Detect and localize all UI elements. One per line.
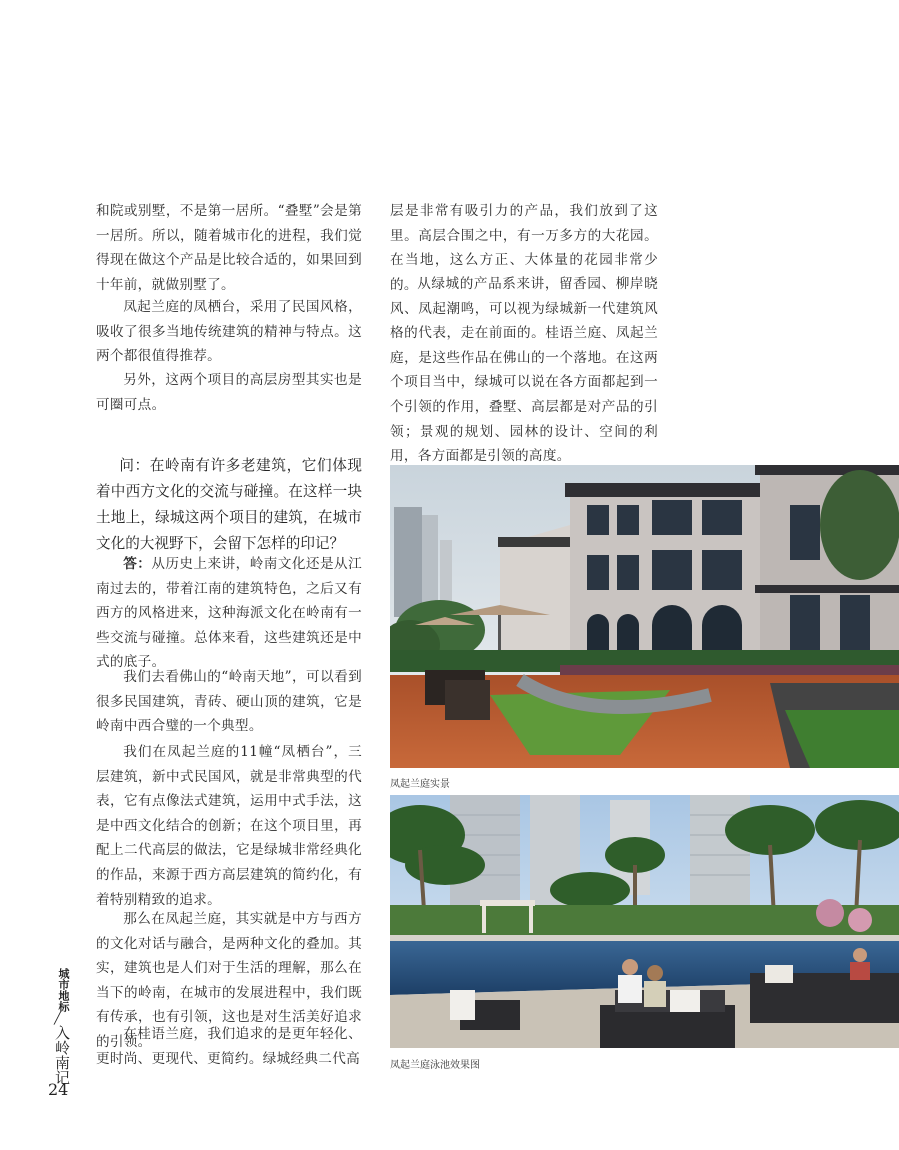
answer-text: 从历史上来讲，岭南文化还是从江南过去的，带着江南的建筑特色，之后又有西方的风格进来，这种海派文化在岭南有一些交流与碰撞。总体来看，这些建筑还是中式的底子。 xyxy=(96,556,363,671)
photo1-caption: 凤起兰庭实景 xyxy=(390,779,450,790)
page-number: 24 xyxy=(48,1080,69,1099)
pool-rendering-photo xyxy=(390,795,899,1048)
section-separator: ╱ xyxy=(54,1012,61,1025)
paragraph-1: 和院或别墅，不是第一居所。“叠墅”会是第一居所。所以，随着城市化的进程，我们觉得现在做这个产品是比较合适的，如果回到十年前，就做别墅了。 xyxy=(96,203,362,293)
paragraph-5: 我们去看佛山的“岭南天地”，可以看到很多民国建筑，青砖、硬山顶的建筑，它是岭南中西合璧的一个典型。 xyxy=(96,669,362,735)
mansion-courtyard-photo xyxy=(390,465,899,768)
paragraph-2: 凤起兰庭的凤栖台，采用了民国风格，吸收了很多当地传统建筑的精神与特点。这两个都很值得推荐。 xyxy=(96,299,362,365)
right-paragraph-2: 从绿城的产品系来讲，留香园、柳岸晓风、凤起潮鸣，可以视为绿城新一代建筑风格的代表，走在前面的。桂语兰庭、凤起兰庭，是这些作品在佛山的一个落地。在这两个项目当中，绿城可以说在各方面都起到一个引领的作用，叠墅、高层都是对产品的引领；景观的规划、园林的设计、空间的利用，各方面都是引领的高度。 xyxy=(390,276,658,465)
mansion-courtyard-image xyxy=(390,465,899,768)
section-label: 城市地标 xyxy=(57,968,70,1012)
pool-rendering-image xyxy=(390,795,899,1048)
column-title: 入岭南记 xyxy=(53,1025,71,1085)
answer-label: 答： xyxy=(123,556,152,572)
question: 问：在岭南有许多老建筑，它们体现着中西方文化的交流与碰撞。在这样一块土地上，绿城这两个项目的建筑，在城市文化的大视野下，会留下怎样的印记？ xyxy=(96,457,362,552)
paragraph-7: 那么在凤起兰庭，其实就是中方与西方的文化对话与融合，是两种文化的叠加。其实，建筑也是人们对于生活的理解，那么在当下的岭南，在城市的发展进程中，我们既有传承，也有引领，这也是对生活美好追求的引领。 xyxy=(96,911,362,1050)
right-paragraph-1: 层是非常有吸引力的产品，我们放到了这里。高层合围之中，有一万多方的大花园。在当地，这么方正、大体量的花园非常少的。 xyxy=(390,203,658,293)
answer xyxy=(96,552,362,675)
paragraph-3: 另外，这两个项目的高层房型其实也是可圈可点。 xyxy=(96,372,362,413)
paragraph-6: 我们在凤起兰庭的11幢“凤栖台”，三层建筑，新中式民国风，就是非常典型的代表，它有点像法式建筑，运用中式手法，这是中西文化结合的创新；在这个项目里，再配上二代高层的做法，它是绿城非常经典化的作品，来源于西方高层建筑的简约化，有着特别精致的追求。 xyxy=(96,744,362,908)
photo2-caption: 凤起兰庭泳池效果图 xyxy=(390,1060,480,1071)
paragraph-8: 在桂语兰庭，我们追求的是更年轻化、更时尚、更现代、更简约。绿城经典二代高 xyxy=(96,1026,362,1067)
